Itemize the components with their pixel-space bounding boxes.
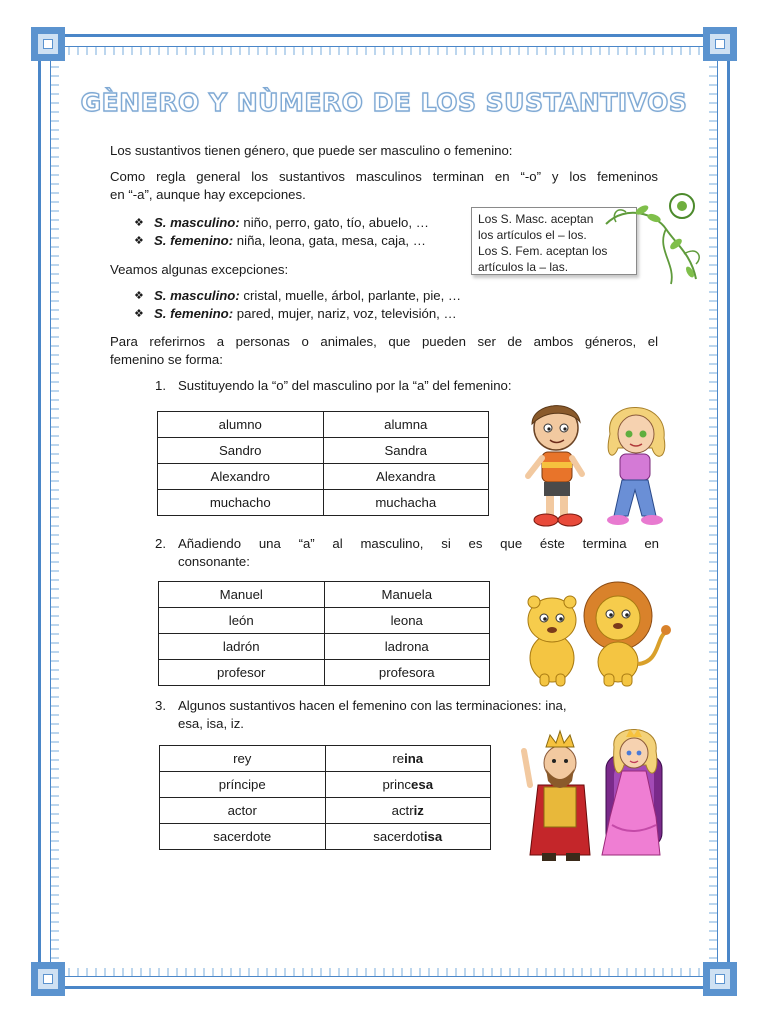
rule-number: 3. [155,698,166,713]
people-text-line2: femenino se forma: [110,352,223,367]
rule-number: 2. [155,536,166,551]
table-row: Sandro Sandra [158,438,489,464]
table-row: actor actriz [160,798,491,824]
lion-and-lioness-cartoon [520,578,672,688]
list-item: ❖ S. masculino: cristal, muelle, árbol, parlante, pie, … [134,288,462,303]
rule-text-line1: Como regla general los sustantivos masculinos terminan en “-o” y los femeninos [110,169,658,184]
rule-text: Añadiendo una “a” al masculino, si es que éste termina en [178,536,659,551]
corner-ornament-top-right [703,27,737,61]
corner-ornament-bottom-right [703,962,737,996]
page-title: GÈNERO Y NÙMERO DE LOS SUSTANTIVOS [80,88,688,117]
table-row: Alexandro Alexandra [158,464,489,490]
people-text-line1: Para referirnos a personas o animales, que pueden ser de ambos géneros, el [110,334,658,349]
diamond-bullet-icon: ❖ [134,235,144,247]
table-row: rey reina [160,746,491,772]
rule-text-continued: consonante: [178,554,250,569]
list-item: ❖ S. femenino: pared, mujer, nariz, voz, televisión, … [134,306,457,321]
exceptions-intro: Veamos algunas excepciones: [110,262,289,277]
diamond-bullet-icon: ❖ [134,308,144,320]
table-row: profesor profesora [159,660,490,686]
example-list [134,214,429,250]
king-and-princess-cartoon [520,725,666,870]
list-item: ❖ S. masculino: niño, perro, gato, tío, abuelo, … [134,215,429,230]
rule-text-line2: en “-a”, aunque hay excepciones. [110,187,306,202]
table-row: león leona [159,608,490,634]
table-row: muchacho muchacha [158,490,489,516]
corner-ornament-bottom-left [31,962,65,996]
rule-text: Sustituyendo la “o” del masculino por la “a” del femenino: [178,378,512,393]
table-row: príncipe princesa [160,772,491,798]
rule-text: Algunos sustantivos hacen el femenino con las terminaciones: ina, [178,698,567,713]
flower-vine-decoration [596,184,708,290]
gender-table-3 [159,745,491,850]
rule-text-continued: esa, isa, iz. [178,716,244,731]
boy-and-girl-cartoon [518,398,678,530]
corner-ornament-top-left [31,27,65,61]
list-item: ❖ S. femenino: niña, leona, gata, mesa, caja, … [134,233,426,248]
gender-table-1 [157,411,489,516]
diamond-bullet-icon: ❖ [134,290,144,302]
diamond-bullet-icon: ❖ [134,217,144,229]
table-row: ladrón ladrona [159,634,490,660]
exception-list [134,287,461,323]
gender-table-2 [158,581,490,686]
rule-number: 1. [155,378,166,393]
articles-note-box: Los S. Masc. aceptan los artículos el – los. Los S. Fem. aceptan los artículos la – las. [471,207,637,275]
table-row: sacerdote sacerdotisa [160,824,491,850]
table-row: alumno alumna [158,412,489,438]
intro-text: Los sustantivos tienen género, que puede ser masculino o femenino: [110,143,513,158]
table-row: Manuel Manuela [159,582,490,608]
